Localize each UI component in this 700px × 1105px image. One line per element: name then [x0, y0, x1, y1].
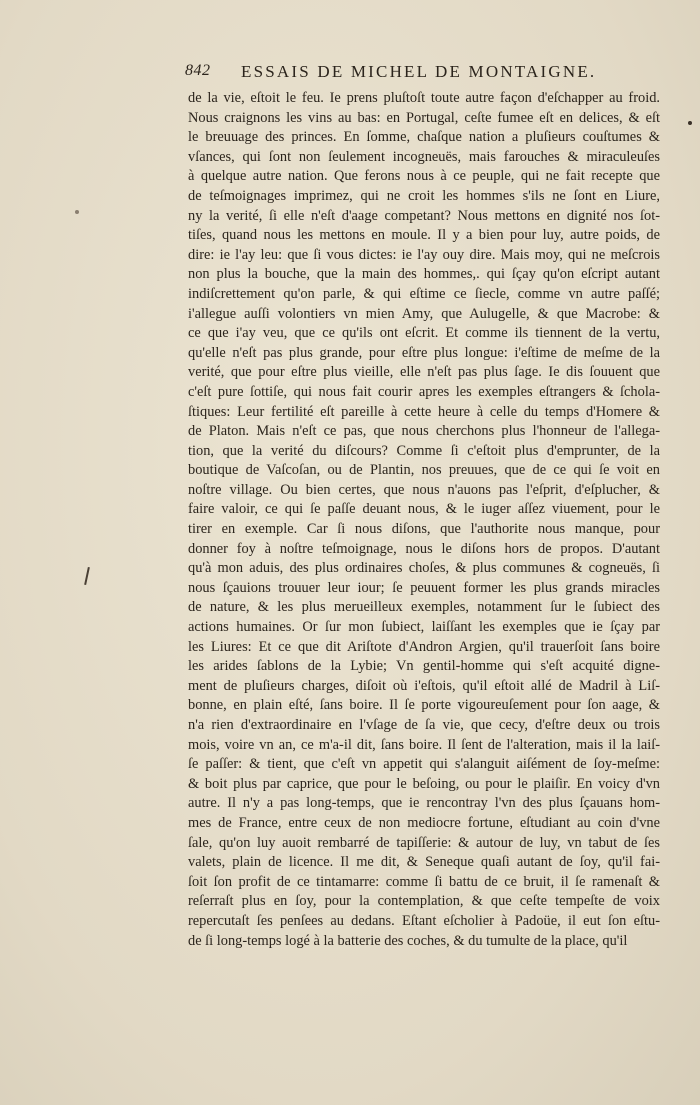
text-line: noſtre village. Ou bien certes, que nous n'auons pas l'eſprit, d'eſplucher, & — [188, 481, 660, 498]
text-line: dire: ie l'ay leu: que ſi vous dictes: ie l'ay ouy dire. Mais moy, qui ne meſcrois — [188, 246, 660, 263]
text-line: ſtiques: Leur fertilité eſt pareille à cette heure à celle du temps d'Homere & — [188, 403, 660, 420]
text-line: qu'elle n'eſt pas plus grande, pour eſtre plus longue: i'eſtime de meſme de la — [188, 344, 660, 361]
ink-speck — [688, 121, 692, 125]
text-line: de teſmoignages imprimez, qui ne croit les hommes s'ils ne ſont en Liure, — [188, 187, 660, 204]
text-line: tion, que la verité du diſcours? Comme ſi c'eſtoit plus d'emprunter, de la — [188, 442, 660, 459]
text-line: le breuuage des princes. En ſomme, chaſque nation a pluſieurs couſtumes & — [188, 129, 660, 146]
text-line: nous ſçauions trouuer leur iour; ſe peuuent former les plus grands miracles — [188, 579, 660, 596]
text-line: de ſi long-temps logé à la batterie des coches, & du tumulte de la place, qu'il — [188, 932, 628, 949]
text-line: qu'à mon aduis, des plus ordinaires choſes, & plus communes & cogneuës, ſi — [188, 560, 660, 577]
text-line: de Platon. Mais n'eſt ce pas, que nous cherchons plus l'honneur de l'allega- — [188, 423, 660, 440]
text-line: ſoit ſon profit de ce tintamarre: comme ſi battu de ce bruit, il ſe ramenaſt & — [188, 873, 660, 890]
text-line: vſances, qui ſont non ſeulement incogneuës, mais farouches & miraculeuſes — [188, 148, 660, 165]
page-header — [185, 62, 655, 84]
text-line: de nature, & les plus merueilleux exemples, notamment ſur le ſubiect des — [188, 599, 660, 616]
text-line: ment de pluſieurs charges, diſoit où i'eſtois, qu'il eſtoit allé de Madril à Liſ- — [188, 677, 660, 694]
text-line: les arides ſablons de la Lybie; Vn gentil-homme qui s'eſt acquité digne- — [188, 658, 660, 675]
text-line: ny la verité, ſi elle n'eſt d'aage competant? Nous mettons en dignité nos ſot- — [188, 207, 660, 224]
text-line: de la vie, eſtoit le feu. Ie prens pluſtoſt toute autre façon d'eſchapper au froid. — [188, 90, 660, 106]
text-line: mes de France, entre ceux de non mediocre fortune, eſtudiant au coin d'vne — [188, 814, 660, 831]
text-line: ſale, qu'on luy auoit rembarré de tapiſſerie: & autour de luy, vn tabut de ſes — [188, 834, 660, 851]
margin-mark — [84, 567, 90, 585]
text-line: verité, que pour eſtre plus vieille, elle n'eſt pas plus ſage. Ie dis ſouuent que — [188, 364, 660, 381]
page-number: 842 — [185, 62, 211, 79]
text-line: valets, plain de licence. Il me dit, & Seneque quaſi autant de ſoy, qu'il fai- — [188, 854, 660, 871]
text-line: ce que i'ay veu, que ce qu'ils ont eſcrit. Et comme ils tiennent de la vertu, — [188, 325, 660, 342]
text-line: n'a rien d'extraordinaire en l'vſage de ſa vie, que cecy, d'eſtre deux ou trois — [188, 717, 660, 733]
text-line: actions humaines. Or ſur mon ſubiect, laiſſant les exemples que ie ſçay par — [188, 619, 660, 636]
text-line: c'eſt pure ſottiſe, qui nous fait courir apres les exemples eſtrangers & ſchola- — [188, 383, 660, 400]
text-line: faire valoir, ce qui ſe paſſe deuant nous, & le iuger aſſez viuement, pour le — [188, 501, 660, 518]
ink-speck — [75, 210, 79, 214]
text-line: mois, voire vn an, ce m'a-il dit, ſans boire. Il ſent de l'alteration, mais il la laiſ- — [188, 736, 660, 753]
running-head: ESSAIS DE MICHEL DE MONTAIGNE. — [241, 62, 597, 81]
text-line: & boit plus par caprice, que pour le beſoing, ou pour le plaiſir. En voicy d'vn — [188, 775, 660, 792]
text-line: donner foy à noſtre teſmoignage, nous le diſons hors de propos. D'autant — [188, 540, 660, 557]
text-line: les Liures: Et ce que dit Ariſtote d'Andron Argien, qu'il trauerſoit ſans boire — [188, 638, 660, 655]
text-line: tirer en exemple. Car ſi nous diſons, que l'authorite nous manque, pour — [188, 521, 660, 538]
text-line: autre. Il n'y a pas long-temps, que ie rencontray l'vn des plus ſçauans hom- — [188, 795, 660, 812]
text-line: bonne, en plain eſté, ſans boire. Il ſe porte vigoureuſement pour ſon aage, & — [188, 697, 660, 714]
body-text — [188, 89, 660, 951]
text-line: à quelque autre nation. Que ferons nous à ce peuple, qui ne fait recepte que — [188, 168, 660, 185]
text-line: Nous craignons les vins au bas: en Portugal, ceſte fumee eſt en delices, & eſt — [188, 109, 660, 126]
text-line: non plus la bouche, que la main des hommes,. qui ſçay qu'on eſcript autant — [188, 266, 660, 283]
text-line: tiſes, quand nous les mettons en moule. Il y a bien pour luy, autre poids, de — [188, 227, 660, 244]
text-line: repercutaſt ſes penſees au dedans. Eſtant eſcholier à Padoüe, il eut ſon eſtu- — [188, 912, 660, 929]
text-line: indiſcrettement qu'on parle, & qui eſtime ce ſiecle, comme vn autre paſſé; — [188, 285, 660, 302]
text-line: ſe paſſer: & tient, que c'eſt vn appetit qui s'alanguit aiſément de ſoy-meſme: — [188, 756, 660, 773]
text-line: reſerraſt plus en ſoy, pour la contemplation, & que ceſte tempeſte de voix — [188, 893, 660, 910]
text-line: i'allegue auſſi volontiers vn mien Amy, que Aulugelle, & que Macrobe: & — [188, 305, 660, 322]
text-line: boutique de Vaſcoſan, ou de Plantin, nos preuues, que de ce qui ſe voit en — [188, 462, 660, 479]
